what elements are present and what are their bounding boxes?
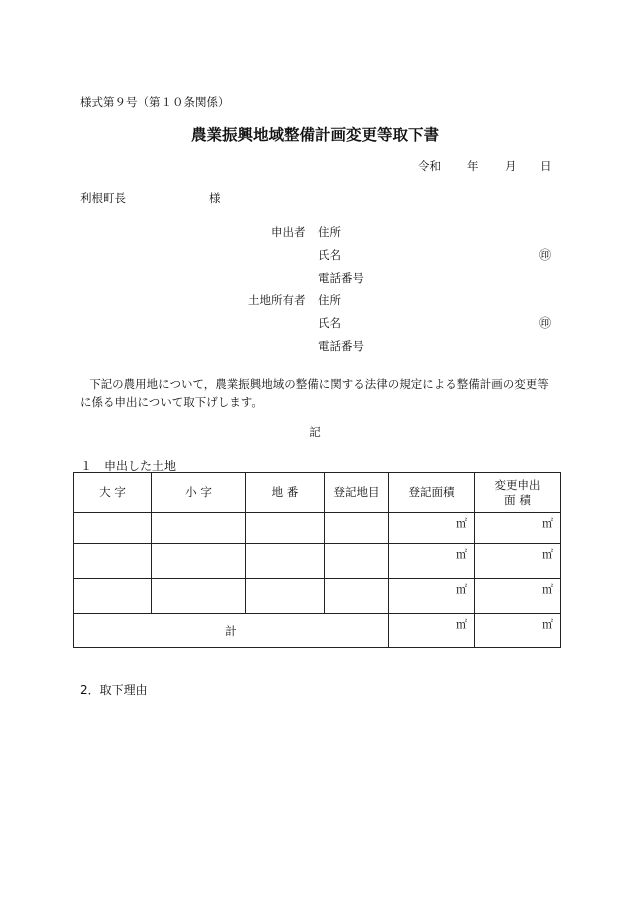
unit-sqm: ㎡ (542, 517, 553, 530)
header-change-area (475, 473, 561, 513)
cell-total-registered-area[interactable] (389, 614, 475, 648)
cell-change-area[interactable] (475, 579, 561, 614)
applicant-address-label: 住所 (318, 225, 341, 239)
header-koaza: 小 字 (152, 473, 246, 513)
landowner-seal-mark: ㊞ (539, 316, 552, 330)
date-day: 日 (540, 159, 552, 173)
cell-chiban[interactable] (246, 579, 325, 614)
cell-oaza[interactable] (74, 579, 152, 614)
cell-chiban[interactable] (246, 544, 325, 579)
table-header-row (74, 473, 561, 513)
cell-registered-area[interactable] (389, 579, 475, 614)
section1-title: １ 申出した土地 (80, 459, 177, 473)
section2-title: 2．取下理由 (80, 683, 148, 697)
total-label: 計 (74, 614, 389, 648)
date-year: 年 (467, 159, 479, 173)
cell-change-area[interactable] (475, 513, 561, 544)
table-row (74, 513, 561, 544)
form-number: 様式第９号（第１０条関係） (80, 95, 230, 109)
cell-oaza[interactable] (74, 513, 152, 544)
cell-koaza[interactable] (152, 513, 246, 544)
unit-sqm: ㎡ (456, 548, 467, 561)
cell-registered-area[interactable] (389, 513, 475, 544)
landowner-phone-label: 電話番号 (318, 339, 364, 353)
cell-chimoku[interactable] (325, 513, 389, 544)
unit-sqm: ㎡ (542, 618, 553, 631)
cell-total-change-area[interactable] (475, 614, 561, 648)
addressee-name: 利根町長 (80, 191, 126, 205)
applicant-seal-mark: ㊞ (539, 248, 552, 262)
landowner-role: 土地所有者 (248, 293, 306, 307)
ki-heading: 記 (309, 425, 321, 439)
applicant-role: 申出者 (271, 225, 306, 239)
cell-change-area[interactable] (475, 544, 561, 579)
table-row (74, 579, 561, 614)
header-change-area-line1: 変更申出 (494, 477, 541, 492)
header-chiban: 地 番 (246, 473, 325, 513)
landowner-name-label: 氏名 (318, 316, 341, 330)
land-table (73, 472, 561, 648)
unit-sqm: ㎡ (456, 583, 467, 596)
unit-sqm: ㎡ (542, 583, 553, 596)
applicant-name-label: 氏名 (318, 248, 341, 262)
header-chimoku: 登記地目 (325, 473, 389, 513)
cell-registered-area[interactable] (389, 544, 475, 579)
cell-oaza[interactable] (74, 544, 152, 579)
cell-koaza[interactable] (152, 579, 246, 614)
date-era: 令和 (418, 159, 441, 173)
table-total-row (74, 614, 561, 648)
document-title: 農業振興地域整備計画変更等取下書 (190, 126, 439, 144)
landowner-address-label: 住所 (318, 293, 341, 307)
header-oaza: 大 字 (74, 473, 152, 513)
cell-chimoku[interactable] (325, 579, 389, 614)
addressee-honorific: 様 (209, 191, 221, 205)
table-row (74, 544, 561, 579)
applicant-phone-label: 電話番号 (318, 271, 364, 285)
unit-sqm: ㎡ (456, 517, 467, 530)
cell-chiban[interactable] (246, 513, 325, 544)
header-change-area-line2: 面 積 (504, 492, 531, 507)
cell-chimoku[interactable] (325, 544, 389, 579)
unit-sqm: ㎡ (542, 548, 553, 561)
body-text: 下記の農用地について，農業振興地域の整備に関する法律の規定による整備計画の変更等に係る申出について取下げします。 (80, 377, 549, 409)
unit-sqm: ㎡ (456, 618, 467, 631)
date-month: 月 (505, 159, 517, 173)
cell-koaza[interactable] (152, 544, 246, 579)
header-registered-area: 登記面積 (389, 473, 475, 513)
